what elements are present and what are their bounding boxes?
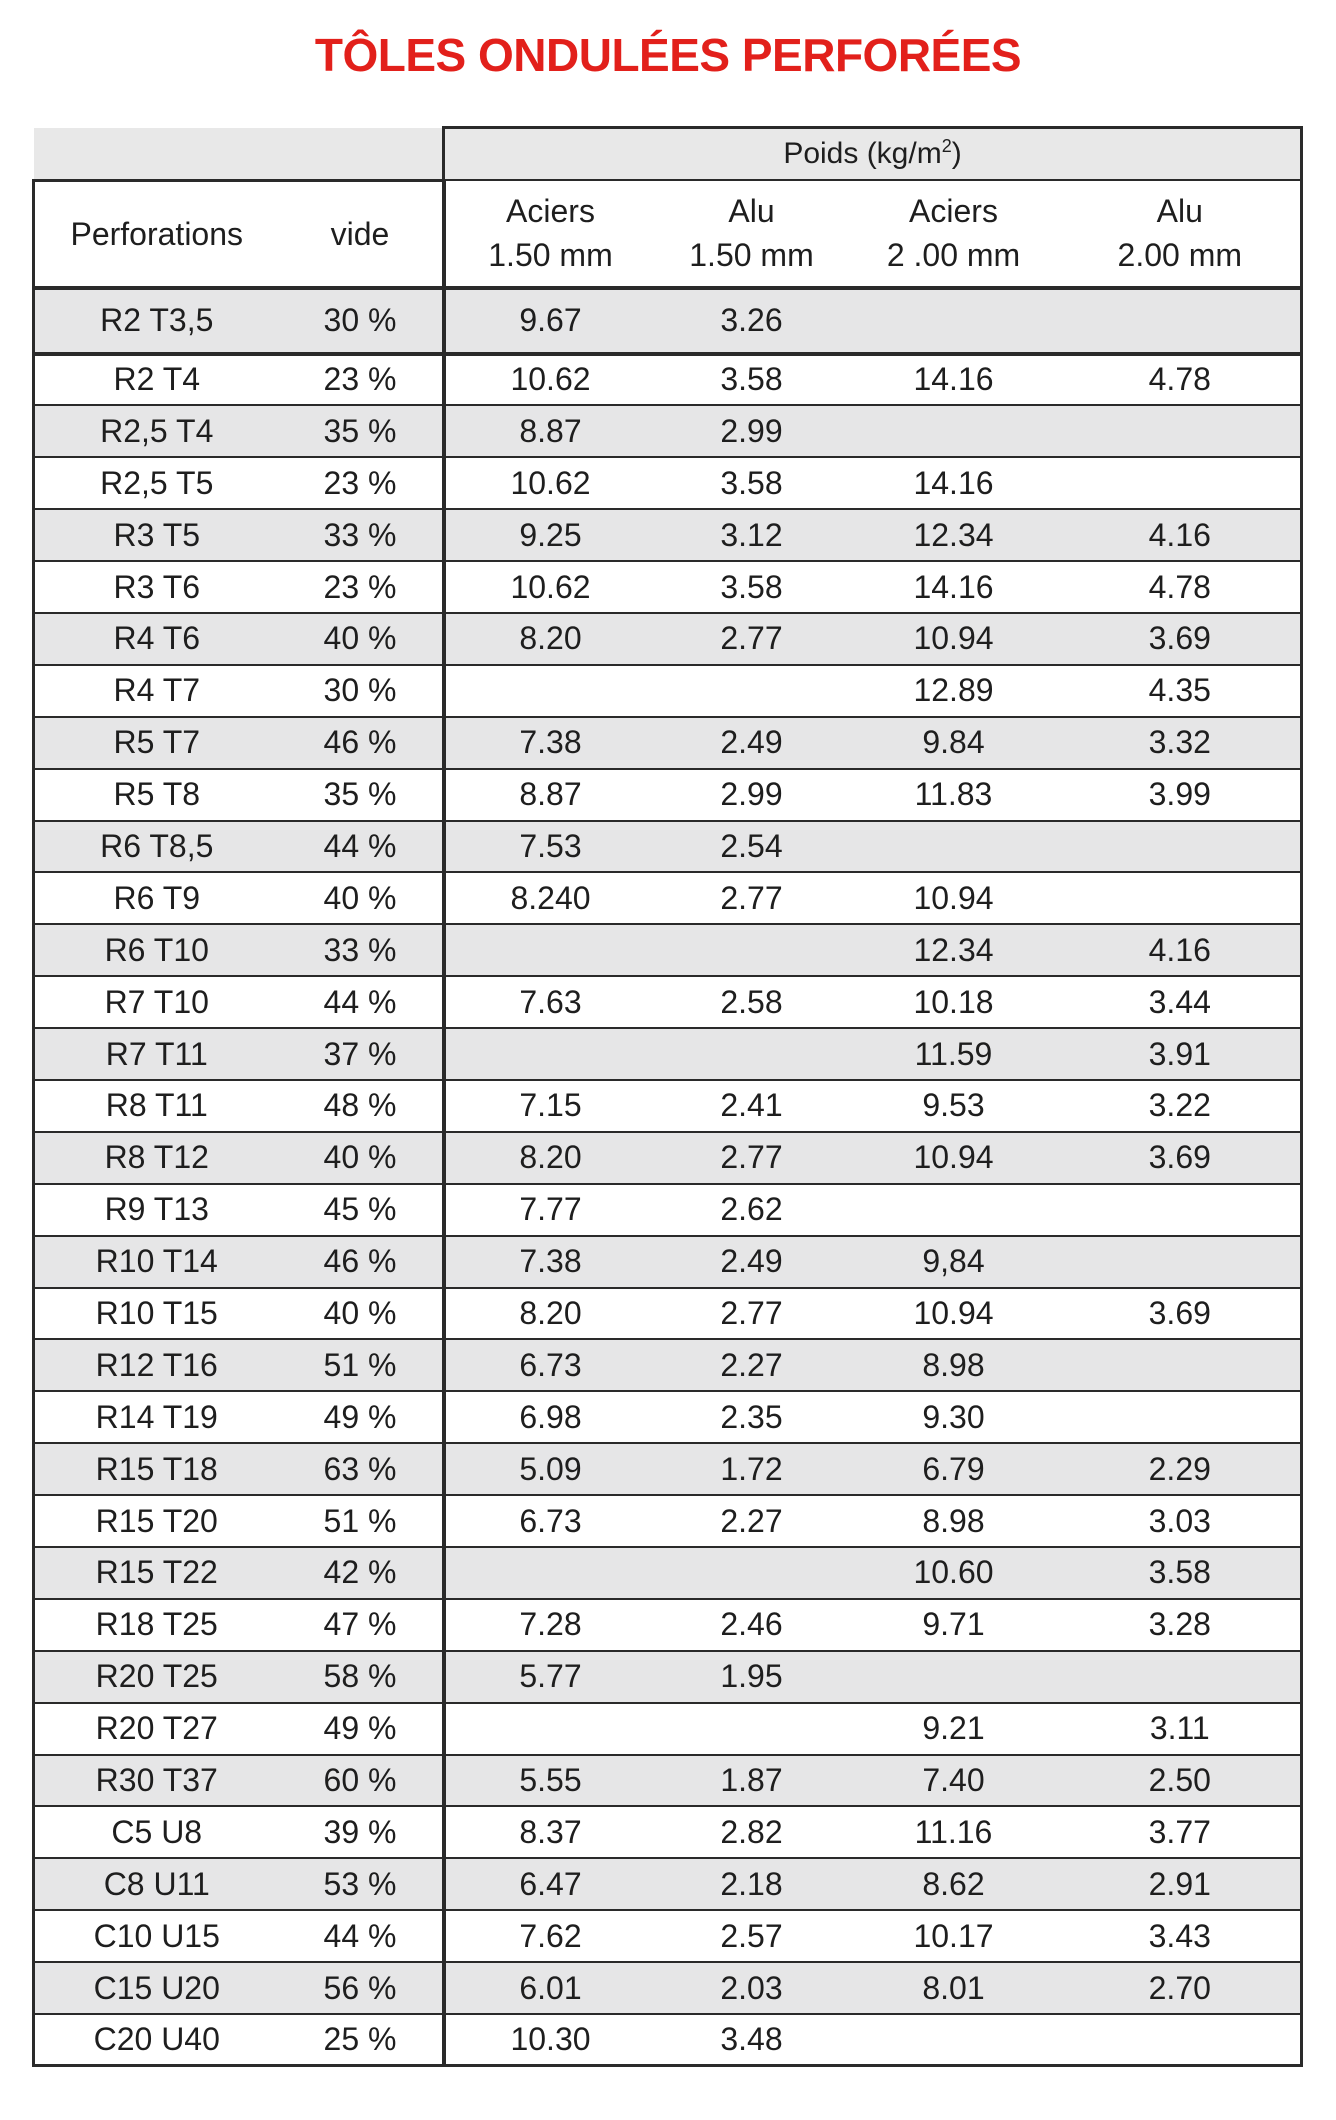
aciers-200-cell: 12.34	[848, 509, 1060, 561]
header-aciers-150-line1: Aciers	[506, 193, 595, 230]
alu-150-cell: 2.77	[656, 872, 848, 924]
alu-150-cell: 2.49	[656, 1236, 848, 1288]
aciers-200-cell: 12.89	[848, 665, 1060, 717]
perforation-cell: R12 T16	[34, 1339, 279, 1391]
vide-cell: 44 %	[279, 976, 444, 1028]
aciers-150-cell: 7.63	[444, 976, 656, 1028]
vide-cell: 42 %	[279, 1547, 444, 1599]
alu-150-cell: 2.99	[656, 405, 848, 457]
table-row	[34, 1236, 1302, 1288]
header-aciers-200	[848, 180, 1060, 288]
perforation-cell: C20 U40	[34, 2014, 279, 2066]
vide-cell: 35 %	[279, 405, 444, 457]
vide-cell: 40 %	[279, 613, 444, 665]
vide-cell: 23 %	[279, 457, 444, 509]
perforation-cell: R8 T11	[34, 1080, 279, 1132]
alu-150-cell: 2.62	[656, 1184, 848, 1236]
table-row	[34, 1443, 1302, 1495]
alu-200-cell	[1060, 1184, 1302, 1236]
table-body	[34, 288, 1302, 2066]
vide-cell: 35 %	[279, 769, 444, 821]
aciers-150-cell: 10.62	[444, 457, 656, 509]
alu-200-cell: 3.43	[1060, 1910, 1302, 1962]
poids-label-superscript: 2	[941, 136, 952, 156]
weights-table-container	[32, 126, 1300, 2067]
perforation-cell: C8 U11	[34, 1858, 279, 1910]
alu-150-cell: 2.46	[656, 1599, 848, 1651]
poids-label: Poids (kg/m	[783, 137, 942, 170]
vide-cell: 40 %	[279, 872, 444, 924]
table-row	[34, 405, 1302, 457]
aciers-150-cell: 8.240	[444, 872, 656, 924]
table-row	[34, 1028, 1302, 1080]
column-header-row	[34, 180, 1302, 288]
header-alu-200-line2: 2.00 mm	[1117, 237, 1242, 274]
alu-200-cell	[1060, 1391, 1302, 1443]
alu-150-cell	[656, 924, 848, 976]
poids-group-header	[444, 128, 1302, 181]
aciers-150-cell: 6.73	[444, 1339, 656, 1391]
perforation-cell: R10 T15	[34, 1288, 279, 1340]
alu-150-cell: 2.82	[656, 1806, 848, 1858]
aciers-200-cell: 14.16	[848, 561, 1060, 613]
table-row	[34, 1703, 1302, 1755]
aciers-200-cell	[848, 1651, 1060, 1703]
vide-cell: 53 %	[279, 1858, 444, 1910]
alu-200-cell: 3.22	[1060, 1080, 1302, 1132]
aciers-200-cell: 10.18	[848, 976, 1060, 1028]
vide-cell: 63 %	[279, 1443, 444, 1495]
group-header-row	[34, 128, 1302, 181]
vide-cell: 44 %	[279, 1910, 444, 1962]
aciers-150-cell: 7.77	[444, 1184, 656, 1236]
aciers-200-cell: 9.84	[848, 717, 1060, 769]
alu-200-cell: 3.58	[1060, 1547, 1302, 1599]
alu-200-cell: 4.35	[1060, 665, 1302, 717]
table-row	[34, 924, 1302, 976]
perforation-cell: R30 T37	[34, 1755, 279, 1807]
alu-200-cell	[1060, 1236, 1302, 1288]
aciers-150-cell: 8.87	[444, 405, 656, 457]
perforation-cell: R2 T3,5	[34, 288, 279, 354]
aciers-200-cell: 10.94	[848, 872, 1060, 924]
perforation-cell: R7 T11	[34, 1028, 279, 1080]
alu-200-cell	[1060, 821, 1302, 873]
weights-table	[32, 126, 1303, 2067]
table-row	[34, 1910, 1302, 1962]
alu-200-cell	[1060, 872, 1302, 924]
perforation-cell: C10 U15	[34, 1910, 279, 1962]
aciers-150-cell: 6.01	[444, 1962, 656, 2014]
perforation-cell: R4 T7	[34, 665, 279, 717]
aciers-200-cell: 9,84	[848, 1236, 1060, 1288]
alu-150-cell: 1.87	[656, 1755, 848, 1807]
table-row	[34, 1391, 1302, 1443]
perforation-cell: R4 T6	[34, 613, 279, 665]
aciers-200-cell	[848, 821, 1060, 873]
aciers-150-cell: 5.09	[444, 1443, 656, 1495]
aciers-150-cell: 8.20	[444, 1288, 656, 1340]
table-row	[34, 1806, 1302, 1858]
aciers-200-cell: 9.71	[848, 1599, 1060, 1651]
alu-200-cell: 3.69	[1060, 1132, 1302, 1184]
aciers-150-cell: 7.53	[444, 821, 656, 873]
aciers-150-cell: 7.15	[444, 1080, 656, 1132]
aciers-150-cell: 9.25	[444, 509, 656, 561]
alu-150-cell: 2.35	[656, 1391, 848, 1443]
aciers-150-cell: 9.67	[444, 288, 656, 354]
alu-200-cell: 3.91	[1060, 1028, 1302, 1080]
aciers-200-cell: 12.34	[848, 924, 1060, 976]
vide-cell: 37 %	[279, 1028, 444, 1080]
table-row	[34, 561, 1302, 613]
alu-200-cell: 2.29	[1060, 1443, 1302, 1495]
aciers-200-cell: 7.40	[848, 1755, 1060, 1807]
perforation-cell: R15 T22	[34, 1547, 279, 1599]
alu-200-cell	[1060, 2014, 1302, 2066]
alu-150-cell: 1.72	[656, 1443, 848, 1495]
vide-cell: 51 %	[279, 1339, 444, 1391]
table-row	[34, 1495, 1302, 1547]
perforation-cell: R15 T18	[34, 1443, 279, 1495]
header-spacer	[34, 128, 444, 181]
table-row	[34, 1547, 1302, 1599]
alu-200-cell: 3.69	[1060, 1288, 1302, 1340]
perforation-cell: R9 T13	[34, 1184, 279, 1236]
perforation-cell: C15 U20	[34, 1962, 279, 2014]
header-aciers-150-line2: 1.50 mm	[488, 237, 613, 274]
aciers-200-cell: 10.94	[848, 1132, 1060, 1184]
perforation-cell: R8 T12	[34, 1132, 279, 1184]
alu-150-cell: 2.49	[656, 717, 848, 769]
header-alu-200	[1060, 180, 1302, 288]
perforation-cell: R2,5 T4	[34, 405, 279, 457]
alu-200-cell	[1060, 1651, 1302, 1703]
table-row	[34, 1599, 1302, 1651]
alu-150-cell: 2.18	[656, 1858, 848, 1910]
alu-150-cell: 2.41	[656, 1080, 848, 1132]
alu-150-cell: 3.48	[656, 2014, 848, 2066]
aciers-150-cell: 8.37	[444, 1806, 656, 1858]
vide-cell: 56 %	[279, 1962, 444, 2014]
vide-cell: 25 %	[279, 2014, 444, 2066]
perforation-cell: R6 T8,5	[34, 821, 279, 873]
aciers-150-cell: 10.30	[444, 2014, 656, 2066]
aciers-150-cell	[444, 924, 656, 976]
header-alu-200-line1: Alu	[1156, 193, 1203, 230]
alu-150-cell	[656, 665, 848, 717]
aciers-200-cell	[848, 288, 1060, 354]
aciers-150-cell: 8.87	[444, 769, 656, 821]
table-row	[34, 1080, 1302, 1132]
alu-150-cell	[656, 1547, 848, 1599]
perforation-cell: R20 T25	[34, 1651, 279, 1703]
table-row	[34, 1288, 1302, 1340]
header-perforations: Perforations	[34, 180, 279, 288]
alu-150-cell: 2.03	[656, 1962, 848, 2014]
aciers-200-cell: 10.60	[848, 1547, 1060, 1599]
aciers-200-cell: 11.83	[848, 769, 1060, 821]
alu-150-cell	[656, 1703, 848, 1755]
aciers-150-cell: 7.38	[444, 1236, 656, 1288]
table-row	[34, 976, 1302, 1028]
alu-150-cell: 3.58	[656, 457, 848, 509]
perforation-cell: R2,5 T5	[34, 457, 279, 509]
aciers-200-cell: 10.94	[848, 1288, 1060, 1340]
alu-200-cell: 2.70	[1060, 1962, 1302, 2014]
alu-200-cell: 4.16	[1060, 509, 1302, 561]
aciers-200-cell: 8.62	[848, 1858, 1060, 1910]
alu-200-cell: 3.44	[1060, 976, 1302, 1028]
alu-200-cell: 3.03	[1060, 1495, 1302, 1547]
aciers-200-cell: 9.30	[848, 1391, 1060, 1443]
table-row	[34, 288, 1302, 354]
alu-150-cell	[656, 1028, 848, 1080]
vide-cell: 49 %	[279, 1703, 444, 1755]
vide-cell: 60 %	[279, 1755, 444, 1807]
aciers-150-cell: 7.28	[444, 1599, 656, 1651]
vide-cell: 58 %	[279, 1651, 444, 1703]
alu-150-cell: 3.26	[656, 288, 848, 354]
poids-label-end: )	[951, 137, 962, 170]
aciers-200-cell: 8.98	[848, 1495, 1060, 1547]
alu-150-cell: 2.57	[656, 1910, 848, 1962]
perforation-cell: R15 T20	[34, 1495, 279, 1547]
alu-200-cell	[1060, 405, 1302, 457]
alu-200-cell: 3.28	[1060, 1599, 1302, 1651]
table-row	[34, 1858, 1302, 1910]
table-row	[34, 1184, 1302, 1236]
vide-cell: 39 %	[279, 1806, 444, 1858]
vide-cell: 44 %	[279, 821, 444, 873]
aciers-200-cell: 11.59	[848, 1028, 1060, 1080]
header-alu-150-line1: Alu	[728, 193, 775, 230]
alu-150-cell: 2.58	[656, 976, 848, 1028]
table-row	[34, 665, 1302, 717]
alu-150-cell: 2.99	[656, 769, 848, 821]
vide-cell: 23 %	[279, 354, 444, 406]
table-row	[34, 1651, 1302, 1703]
header-alu-150-line2: 1.50 mm	[689, 237, 814, 274]
aciers-150-cell	[444, 1547, 656, 1599]
alu-150-cell: 2.27	[656, 1339, 848, 1391]
table-row	[34, 354, 1302, 406]
header-aciers-200-line2: 2 .00 mm	[886, 237, 1021, 274]
alu-200-cell: 3.11	[1060, 1703, 1302, 1755]
table-row	[34, 2014, 1302, 2066]
aciers-200-cell: 6.79	[848, 1443, 1060, 1495]
alu-200-cell: 3.32	[1060, 717, 1302, 769]
aciers-200-cell: 14.16	[848, 354, 1060, 406]
perforation-cell: C5 U8	[34, 1806, 279, 1858]
aciers-150-cell: 8.20	[444, 1132, 656, 1184]
perforation-cell: R20 T27	[34, 1703, 279, 1755]
aciers-200-cell: 10.94	[848, 613, 1060, 665]
vide-cell: 33 %	[279, 509, 444, 561]
perforation-cell: R18 T25	[34, 1599, 279, 1651]
vide-cell: 30 %	[279, 288, 444, 354]
header-alu-150	[656, 180, 848, 288]
perforation-cell: R10 T14	[34, 1236, 279, 1288]
table-row	[34, 457, 1302, 509]
alu-150-cell: 2.77	[656, 1288, 848, 1340]
perforation-cell: R2 T4	[34, 354, 279, 406]
aciers-150-cell: 7.38	[444, 717, 656, 769]
header-vide: vide	[279, 180, 444, 288]
aciers-150-cell: 10.62	[444, 561, 656, 613]
perforation-cell: R3 T6	[34, 561, 279, 613]
table-row	[34, 1339, 1302, 1391]
alu-200-cell: 4.16	[1060, 924, 1302, 976]
aciers-150-cell: 6.47	[444, 1858, 656, 1910]
vide-cell: 40 %	[279, 1288, 444, 1340]
table-row	[34, 717, 1302, 769]
vide-cell: 30 %	[279, 665, 444, 717]
aciers-200-cell: 9.53	[848, 1080, 1060, 1132]
perforation-cell: R5 T8	[34, 769, 279, 821]
vide-cell: 48 %	[279, 1080, 444, 1132]
perforation-cell: R3 T5	[34, 509, 279, 561]
aciers-150-cell: 8.20	[444, 613, 656, 665]
alu-200-cell: 4.78	[1060, 561, 1302, 613]
vide-cell: 23 %	[279, 561, 444, 613]
perforation-cell: R14 T19	[34, 1391, 279, 1443]
alu-150-cell: 2.54	[656, 821, 848, 873]
alu-200-cell: 2.91	[1060, 1858, 1302, 1910]
perforation-cell: R5 T7	[34, 717, 279, 769]
aciers-200-cell	[848, 405, 1060, 457]
aciers-150-cell: 10.62	[444, 354, 656, 406]
aciers-200-cell: 8.98	[848, 1339, 1060, 1391]
alu-150-cell: 2.77	[656, 1132, 848, 1184]
table-row	[34, 821, 1302, 873]
table-row	[34, 613, 1302, 665]
vide-cell: 33 %	[279, 924, 444, 976]
table-row	[34, 1755, 1302, 1807]
vide-cell: 49 %	[279, 1391, 444, 1443]
alu-200-cell: 3.99	[1060, 769, 1302, 821]
alu-150-cell: 2.77	[656, 613, 848, 665]
aciers-200-cell: 11.16	[848, 1806, 1060, 1858]
vide-cell: 40 %	[279, 1132, 444, 1184]
alu-200-cell	[1060, 1339, 1302, 1391]
aciers-150-cell	[444, 1703, 656, 1755]
header-aciers-150	[444, 180, 656, 288]
aciers-200-cell	[848, 2014, 1060, 2066]
vide-cell: 47 %	[279, 1599, 444, 1651]
perforation-cell: R7 T10	[34, 976, 279, 1028]
aciers-150-cell	[444, 1028, 656, 1080]
alu-150-cell: 1.95	[656, 1651, 848, 1703]
table-row	[34, 1962, 1302, 2014]
alu-200-cell: 3.69	[1060, 613, 1302, 665]
aciers-150-cell: 7.62	[444, 1910, 656, 1962]
alu-150-cell: 3.58	[656, 354, 848, 406]
vide-cell: 46 %	[279, 1236, 444, 1288]
alu-200-cell: 4.78	[1060, 354, 1302, 406]
alu-200-cell: 3.77	[1060, 1806, 1302, 1858]
aciers-150-cell: 6.73	[444, 1495, 656, 1547]
alu-200-cell	[1060, 457, 1302, 509]
alu-200-cell: 2.50	[1060, 1755, 1302, 1807]
vide-cell: 45 %	[279, 1184, 444, 1236]
aciers-150-cell: 5.77	[444, 1651, 656, 1703]
perforation-cell: R6 T9	[34, 872, 279, 924]
aciers-150-cell: 5.55	[444, 1755, 656, 1807]
aciers-200-cell: 10.17	[848, 1910, 1060, 1962]
aciers-200-cell	[848, 1184, 1060, 1236]
vide-cell: 51 %	[279, 1495, 444, 1547]
aciers-150-cell	[444, 665, 656, 717]
page-title: TÔLES ONDULÉES PERFORÉES	[314, 29, 1022, 81]
table-row	[34, 769, 1302, 821]
alu-150-cell: 3.58	[656, 561, 848, 613]
aciers-150-cell: 6.98	[444, 1391, 656, 1443]
alu-150-cell: 3.12	[656, 509, 848, 561]
perforation-cell: R6 T10	[34, 924, 279, 976]
table-row	[34, 509, 1302, 561]
vide-cell: 46 %	[279, 717, 444, 769]
alu-200-cell	[1060, 288, 1302, 354]
aciers-200-cell: 9.21	[848, 1703, 1060, 1755]
table-row	[34, 1132, 1302, 1184]
aciers-200-cell: 8.01	[848, 1962, 1060, 2014]
aciers-200-cell: 14.16	[848, 457, 1060, 509]
table-row	[34, 872, 1302, 924]
alu-150-cell: 2.27	[656, 1495, 848, 1547]
header-aciers-200-line1: Aciers	[909, 193, 998, 230]
